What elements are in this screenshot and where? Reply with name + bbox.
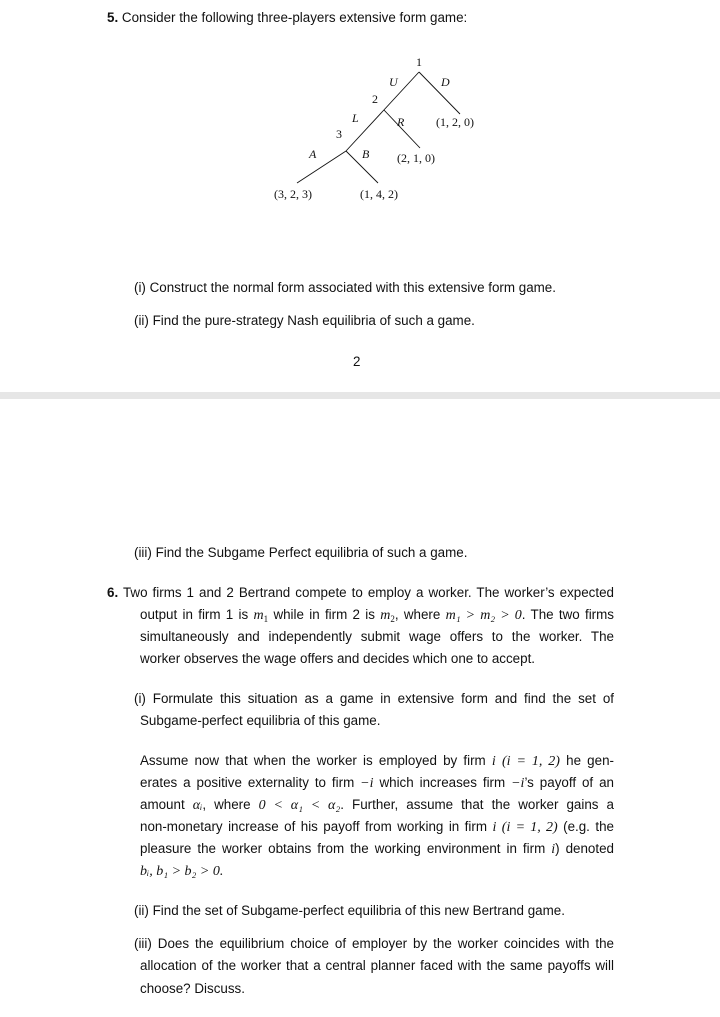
assume-line-1 <box>140 752 614 771</box>
action-R-label: R <box>397 115 405 129</box>
question-6-text-2a: output in firm 1 is <box>140 607 249 622</box>
page-number: 2 <box>353 354 361 369</box>
question-6-part-i-line-1: (i) Formulate this situation as a game in extensive form and find the set of <box>134 691 614 706</box>
question-6-part-iii-line-1: (iii) Does the equilibrium choice of employer by the worker coincides with the <box>134 936 614 951</box>
assume-text-2b: which increases firm <box>379 775 506 790</box>
question-6-part-iii-line-3: choose? Discuss. <box>140 981 245 996</box>
question-6-line-3: simultaneously and independently submit wage offers to the worker. The <box>140 629 614 644</box>
assume-line-5 <box>140 840 614 859</box>
question-6-line-1 <box>107 584 614 602</box>
question-5-part-iii: (iii) Find the Subgame Perfect equilibria of such a game. <box>134 545 468 560</box>
question-6-part-iii-line-2: allocation of the worker that a central planner faced with the same payoffs will <box>140 958 614 973</box>
assume-line-2 <box>140 774 614 793</box>
question-5-text: Consider the following three-players extensive form game: <box>121 10 468 25</box>
game-tree-diagram <box>0 0 720 230</box>
player-2-label: 2 <box>372 92 378 106</box>
assume-text-3a: amount <box>140 797 185 812</box>
branch-A <box>297 151 346 183</box>
math-b-condition: bᵢ, b₁ > b₂ > 0. <box>140 864 224 879</box>
action-L-label: L <box>352 111 359 125</box>
assume-text-1b: he gen- <box>566 753 614 768</box>
assume-text-5a: pleasure the worker obtains from the working environment in firm <box>140 841 546 856</box>
page-bottom <box>0 399 720 1017</box>
question-6-text-2d: . The two firms <box>521 607 614 622</box>
payoff-R: (2, 1, 0) <box>397 151 435 165</box>
math-i-2: i <box>492 820 497 835</box>
assume-text-2c: ’s payoff of an <box>524 775 614 790</box>
question-6-text-2b: while in firm 2 is <box>273 607 375 622</box>
page-top <box>0 0 720 392</box>
assume-text-3c: . Further, assume that the worker gains a <box>340 797 614 812</box>
question-6-text-1: Two firms 1 and 2 Bertrand compete to employ a worker. The worker’s expected <box>122 585 614 600</box>
assume-text-1a: Assume now that when the worker is employed by firm <box>140 753 486 768</box>
assume-text-5b: ) denoted <box>555 841 614 856</box>
payoff-B: (1, 4, 2) <box>360 187 398 201</box>
action-A-label: A <box>309 147 317 161</box>
assume-text-2a: erates a positive externality to firm <box>140 775 355 790</box>
assume-text-4a: non-monetary increase of his payoff from working in firm <box>140 819 487 834</box>
question-5-part-i: (i) Construct the normal form associated with this extensive form game. <box>134 280 556 295</box>
question-5-part-ii: (ii) Find the pure-strategy Nash equilibria of such a game. <box>134 313 475 328</box>
math-i-condition-2: (i = 1, 2) <box>501 820 558 835</box>
math-m1: $m_1$ <box>253 608 269 624</box>
assume-text-3b: , where <box>202 797 251 812</box>
payoff-A: (3, 2, 3) <box>274 187 312 201</box>
question-6-part-i-line-2: Subgame-perfect equilibria of this game. <box>140 713 381 728</box>
player-3-label: 3 <box>336 127 342 141</box>
math-i-condition-1: (i = 1, 2) <box>501 754 560 769</box>
question-6-line-2 <box>140 606 614 625</box>
math-i-1: i <box>491 754 496 769</box>
action-U-label: U <box>389 75 398 89</box>
math-alpha-i: αᵢ <box>192 798 203 813</box>
question-5-number: 5. <box>107 10 119 25</box>
page-separator <box>0 392 720 399</box>
math-i-3: i <box>551 842 556 857</box>
payoff-D: (1, 2, 0) <box>436 115 474 129</box>
action-D-label: D <box>441 75 450 89</box>
player-1-label: 1 <box>416 55 422 69</box>
question-6-line-4: worker observes the wage offers and decides which one to accept. <box>140 651 536 666</box>
math-minus-i-1: −i <box>360 776 374 791</box>
math-alpha-condition: 0 < α₁ < α₂ <box>258 798 341 813</box>
math-m2: $m_2$ <box>380 608 395 624</box>
branch-D <box>419 72 460 114</box>
assume-text-4b: (e.g. the <box>563 819 614 834</box>
math-minus-i-2: −i <box>511 776 525 791</box>
action-B-label: B <box>362 147 370 161</box>
question-6-text-2c: , where <box>394 607 441 622</box>
question-6-number: 6. <box>107 585 119 600</box>
assume-line-4 <box>140 818 614 837</box>
math-condition-m: m₁ > m₂ > 0 <box>445 608 522 623</box>
assume-line-3 <box>140 796 614 815</box>
assume-line-6 <box>140 862 223 881</box>
question-6-part-ii: (ii) Find the set of Subgame-perfect equilibria of this new Bertrand game. <box>134 903 565 918</box>
